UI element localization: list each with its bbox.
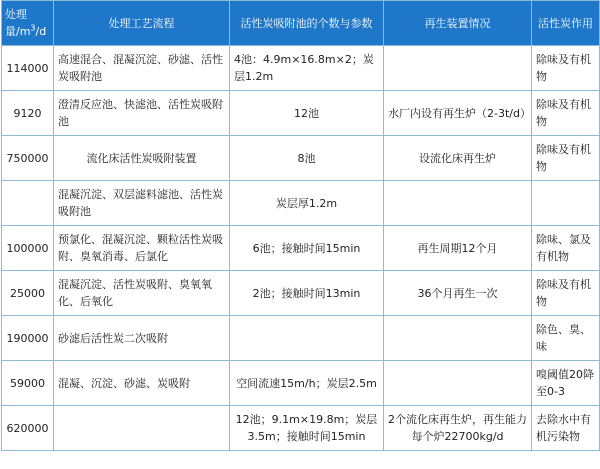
- cell-process: 高速混合、混凝沉淀、砂滤、活性炭吸附池: [54, 46, 230, 91]
- cell-pool: 空间流速15m/h；炭层2.5m: [230, 361, 384, 406]
- cell-role: 嗅阈值20降至0-3: [532, 361, 600, 406]
- table-row: [2, 136, 600, 181]
- table-row: [2, 181, 600, 226]
- cell-capacity: 190000: [2, 316, 54, 361]
- cell-regen: 再生周期12个月: [384, 226, 532, 271]
- cell-role: [532, 181, 600, 226]
- cell-capacity: 750000: [2, 136, 54, 181]
- cell-capacity: 25000: [2, 271, 54, 316]
- header-role: 活性炭作用: [532, 1, 600, 46]
- cell-process: 预氯化、混凝沉淀、颗粒活性炭吸附、臭氧消毒、后氯化: [54, 226, 230, 271]
- table-row: [2, 46, 600, 91]
- table-row: [2, 361, 600, 406]
- cell-process: 混凝沉淀、双层滤料滤池、活性炭吸附池: [54, 181, 230, 226]
- cell-role: 除味、氯及有机物: [532, 226, 600, 271]
- cell-pool: 12池；9.1m×19.8m；炭层3.5m；接触时间15min: [230, 406, 384, 451]
- header-row: [2, 1, 600, 46]
- table-row: [2, 316, 600, 361]
- table-row: [2, 226, 600, 271]
- cell-regen: [384, 46, 532, 91]
- cell-process: 混凝、沉淀、砂滤、炭吸附: [54, 361, 230, 406]
- cell-pool: 2池；接触时间13min: [230, 271, 384, 316]
- cell-regen: 36个月再生一次: [384, 271, 532, 316]
- table-row: [2, 91, 600, 136]
- cell-process: 砂滤后活性炭二次吸附: [54, 316, 230, 361]
- cell-process: 澄清反应池、快滤池、活性炭吸附池: [54, 91, 230, 136]
- cell-capacity: 100000: [2, 226, 54, 271]
- cell-pool: 6池；接触时间15min: [230, 226, 384, 271]
- cell-capacity: [2, 181, 54, 226]
- cell-regen: 2个流化床再生炉，再生能力每个炉22700kg/d: [384, 406, 532, 451]
- cell-pool: 8池: [230, 136, 384, 181]
- cell-role: 除味及有机物: [532, 46, 600, 91]
- header-capacity: 处理 量$/m^3/d$: [2, 1, 54, 46]
- cell-pool: [230, 316, 384, 361]
- cell-regen: [384, 361, 532, 406]
- cell-role: 除色、臭、味: [532, 316, 600, 361]
- table-row: [2, 406, 600, 451]
- cell-role: 除味及有机物: [532, 271, 600, 316]
- header-process: 处理工艺流程: [54, 1, 230, 46]
- cell-regen: [384, 316, 532, 361]
- cell-pool: 炭层厚1.2m: [230, 181, 384, 226]
- cell-capacity: 59000: [2, 361, 54, 406]
- cell-capacity: 620000: [2, 406, 54, 451]
- cell-process: 流化床活性炭吸附装置: [54, 136, 230, 181]
- cell-process: 混凝沉淀、活性炭吸附、臭氧氧化、后氧化: [54, 271, 230, 316]
- cell-role: 去除水中有机污染物: [532, 406, 600, 451]
- cell-regen: 设流化床再生炉: [384, 136, 532, 181]
- cell-pool: 4池：4.9m×16.8m×2；炭层1.2m: [230, 46, 384, 91]
- header-pool: 活性炭吸附池的个数与参数: [230, 1, 384, 46]
- cell-capacity: 114000: [2, 46, 54, 91]
- cell-process: [54, 406, 230, 451]
- cell-pool: 12池: [230, 91, 384, 136]
- cell-role: 除味及有机物: [532, 136, 600, 181]
- cell-role: 除味及有机物: [532, 91, 600, 136]
- cell-regen: [384, 181, 532, 226]
- cell-capacity: 9120: [2, 91, 54, 136]
- header-regen: 再生装置情况: [384, 1, 532, 46]
- table-row: [2, 271, 600, 316]
- carbon-treatment-table: [1, 0, 600, 451]
- cell-regen: 水厂内设有再生炉（2-3t/d）: [384, 91, 532, 136]
